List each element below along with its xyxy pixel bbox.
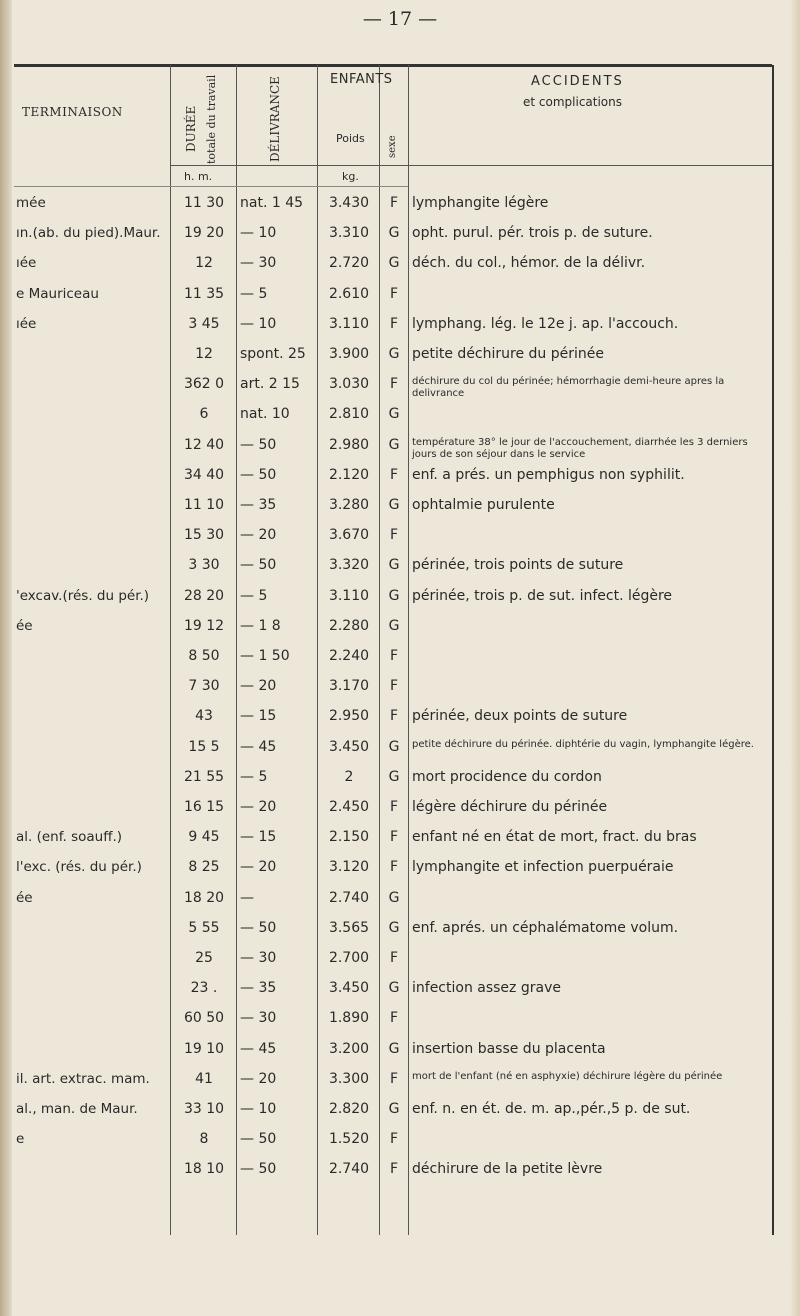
cell-poids: 3.120 xyxy=(328,859,370,876)
cell-duree: 3 30 xyxy=(188,557,220,574)
table-row xyxy=(0,346,800,376)
cell-delivrance: — 1 50 xyxy=(240,648,290,664)
cell-sexe: F xyxy=(389,950,399,966)
header-poids: Poids xyxy=(336,132,365,145)
cell-accidents: périnée, trois points de suture xyxy=(412,557,624,574)
unit-duree: h. m. xyxy=(184,170,213,183)
table-row xyxy=(0,557,800,587)
cell-poids: 2.150 xyxy=(328,829,370,846)
cell-accidents: lymphangite légère xyxy=(412,195,549,211)
cell-poids: 3.900 xyxy=(328,346,370,362)
cell-duree: 7 30 xyxy=(188,678,220,695)
cell-delivrance: — xyxy=(240,889,254,906)
cell-poids: 3.110 xyxy=(328,315,370,332)
cell-sexe: F xyxy=(389,1131,399,1148)
cell-delivrance: — 50 xyxy=(240,1131,277,1148)
cell-poids: 3.200 xyxy=(328,1040,370,1057)
cell-poids: 2.980 xyxy=(328,436,370,453)
header-terminaison: TERMINAISON xyxy=(22,105,123,119)
cell-delivrance: — 30 xyxy=(240,950,277,966)
cell-delivrance: — 1 8 xyxy=(240,617,281,634)
cell-accidents: périnée, deux points de suture xyxy=(412,708,628,725)
cell-sexe: G xyxy=(388,406,400,423)
cell-duree: 362 0 xyxy=(183,376,225,393)
cell-poids: 3.300 xyxy=(328,1070,370,1087)
cell-sexe: F xyxy=(389,315,399,332)
cell-delivrance: — 50 xyxy=(240,466,277,483)
cell-delivrance: art. 2 15 xyxy=(240,376,300,393)
cell-sexe: F xyxy=(389,466,399,483)
cell-duree: 8 50 xyxy=(188,648,220,664)
cell-accidents: légère déchirure du périnée xyxy=(412,799,608,815)
cell-duree: 12 40 xyxy=(183,436,225,453)
cell-accidents: déchirure du col du périnée; hémorrhagie demi-heure apres la delivrance xyxy=(412,376,725,400)
table-row xyxy=(0,678,800,708)
cell-poids: 1.890 xyxy=(328,1010,370,1027)
cell-accidents: ophtalmie purulente xyxy=(412,497,555,513)
cell-poids: 3.670 xyxy=(328,527,370,544)
cell-accidents: opht. purul. pér. trois p. de suture. xyxy=(412,225,653,242)
cell-sexe: G xyxy=(388,980,400,997)
cell-accidents: périnée, trois p. de sut. infect. légère xyxy=(412,587,673,604)
table-row xyxy=(0,376,800,406)
cell-sexe: G xyxy=(388,346,400,362)
cell-poids: 3.450 xyxy=(328,980,370,997)
table-row xyxy=(0,225,800,255)
cell-delivrance: — 20 xyxy=(240,527,277,544)
header-delivrance: DÉLIVRANCE xyxy=(268,76,282,162)
table-row xyxy=(0,255,800,285)
table-row xyxy=(0,618,800,648)
cell-delivrance: nat. 10 xyxy=(240,406,290,423)
table-row xyxy=(0,708,800,738)
cell-poids: 3.320 xyxy=(328,557,370,574)
cell-accidents: température 38° le jour de l'accouchement, diarrhée les 3 derniers jours de son séjour dans le service xyxy=(412,436,748,460)
cell-terminaison: e xyxy=(16,1131,25,1148)
table-row xyxy=(0,588,800,618)
cell-duree: 12 xyxy=(195,255,213,272)
table-row xyxy=(0,1071,800,1101)
cell-sexe: F xyxy=(389,678,399,695)
cell-sexe: F xyxy=(389,829,399,846)
table-row xyxy=(0,829,800,859)
cell-sexe: G xyxy=(388,436,400,453)
cell-sexe: F xyxy=(389,1010,399,1027)
cell-delivrance: — 20 xyxy=(240,1070,277,1087)
table-row xyxy=(0,769,800,799)
cell-poids: 2.740 xyxy=(328,1161,370,1178)
table-row xyxy=(0,739,800,769)
units-rule xyxy=(14,186,408,187)
cell-accidents: petite déchirure du périnée. diphtérie du vagin, lymphangite légère. xyxy=(412,738,754,750)
table-row xyxy=(0,527,800,557)
cell-duree: 25 xyxy=(195,950,213,966)
table-row xyxy=(0,286,800,316)
header-rule xyxy=(170,165,772,166)
cell-delivrance: — 45 xyxy=(240,738,277,755)
cell-sexe: G xyxy=(388,587,400,604)
header-duree: DURÉE xyxy=(184,105,198,152)
cell-poids: 2.610 xyxy=(328,285,370,302)
cell-duree: 9 45 xyxy=(188,829,220,846)
cell-poids: 3.450 xyxy=(328,738,370,755)
cell-terminaison: ıée xyxy=(16,315,37,332)
cell-poids: 2.820 xyxy=(328,1101,370,1117)
cell-accidents: déch. du col., hémor. de la délivr. xyxy=(412,255,646,272)
cell-sexe: F xyxy=(389,1161,399,1178)
cell-sexe: F xyxy=(389,527,399,544)
cell-accidents: lymphang. lég. le 12e j. ap. l'accouch. xyxy=(412,315,679,332)
cell-poids: 2 xyxy=(344,768,354,785)
cell-duree: 23 . xyxy=(190,980,218,997)
cell-poids: 2.810 xyxy=(328,406,370,423)
cell-duree: 34 40 xyxy=(183,466,225,483)
table-row xyxy=(0,195,800,225)
table-row xyxy=(0,950,800,980)
table-row xyxy=(0,437,800,467)
cell-terminaison: al. (enf. soauff.) xyxy=(16,829,123,846)
cell-poids: 2.450 xyxy=(328,799,370,815)
cell-duree: 60 50 xyxy=(183,1010,225,1027)
cell-sexe: F xyxy=(389,376,399,393)
table-row xyxy=(0,467,800,497)
cell-duree: 43 xyxy=(195,708,213,725)
cell-terminaison: al., man. de Maur. xyxy=(16,1101,138,1117)
table-row xyxy=(0,799,800,829)
cell-delivrance: — 5 xyxy=(240,587,268,604)
cell-delivrance: nat. 1 45 xyxy=(240,195,304,211)
cell-duree: 3 45 xyxy=(188,315,220,332)
cell-terminaison: il. art. extrac. mam. xyxy=(16,1070,150,1087)
cell-poids: 3.565 xyxy=(328,919,370,936)
cell-terminaison: ın.(ab. du pied).Maur. xyxy=(16,225,161,242)
cell-accidents: enfant né en état de mort, fract. du bras xyxy=(412,829,697,846)
cell-duree: 11 10 xyxy=(183,497,225,513)
table-top-rule xyxy=(14,64,772,67)
cell-sexe: G xyxy=(388,255,400,272)
cell-duree: 33 10 xyxy=(183,1101,225,1117)
cell-delivrance: — 20 xyxy=(240,859,277,876)
cell-poids: 2.740 xyxy=(328,889,370,906)
cell-delivrance: — 30 xyxy=(240,255,277,272)
cell-duree: 8 xyxy=(199,1131,209,1148)
cell-poids: 3.310 xyxy=(328,225,370,242)
cell-accidents: déchirure de la petite lèvre xyxy=(412,1161,603,1178)
cell-delivrance: spont. 25 xyxy=(240,346,306,362)
cell-delivrance: — 15 xyxy=(240,708,277,725)
cell-sexe: G xyxy=(388,919,400,936)
cell-poids: 3.280 xyxy=(328,497,370,513)
table-row xyxy=(0,316,800,346)
cell-poids: 2.280 xyxy=(328,617,370,634)
cell-accidents: enf. a prés. un pemphigus non syphilit. xyxy=(412,466,685,483)
table-row xyxy=(0,1101,800,1131)
cell-terminaison: l'exc. (rés. du pér.) xyxy=(16,859,142,876)
cell-duree: 8 25 xyxy=(188,859,220,876)
cell-duree: 19 20 xyxy=(183,225,225,242)
page-number: — 17 — xyxy=(362,8,438,30)
cell-accidents: infection assez grave xyxy=(412,980,561,997)
cell-poids: 3.110 xyxy=(328,587,370,604)
cell-terminaison: ée xyxy=(16,617,33,634)
cell-sexe: G xyxy=(388,889,400,906)
table-row xyxy=(0,497,800,527)
cell-delivrance: — 50 xyxy=(240,1161,277,1178)
cell-poids: 2.700 xyxy=(328,950,370,966)
cell-delivrance: — 10 xyxy=(240,315,277,332)
cell-delivrance: — 5 xyxy=(240,768,268,785)
cell-delivrance: — 10 xyxy=(240,1101,277,1117)
cell-poids: 2.720 xyxy=(328,255,370,272)
cell-sexe: G xyxy=(388,225,400,242)
header-accidents: ACCIDENTS xyxy=(531,74,624,89)
table-row xyxy=(0,859,800,889)
cell-delivrance: — 5 xyxy=(240,285,268,302)
header-sexe: sexe xyxy=(387,135,398,158)
cell-sexe: F xyxy=(389,648,399,664)
table-row xyxy=(0,1161,800,1191)
cell-accidents: mort de l'enfant (né en asphyxie) déchirure légère du périnée xyxy=(412,1070,723,1082)
cell-duree: 11 30 xyxy=(183,195,225,211)
cell-duree: 18 20 xyxy=(183,889,225,906)
cell-sexe: F xyxy=(389,285,399,302)
cell-delivrance: — 35 xyxy=(240,497,277,513)
cell-duree: 12 xyxy=(195,346,213,362)
table-row xyxy=(0,980,800,1010)
cell-delivrance: — 10 xyxy=(240,225,277,242)
cell-sexe: G xyxy=(388,768,400,785)
cell-duree: 6 xyxy=(199,406,209,423)
cell-sexe: F xyxy=(389,1070,399,1087)
cell-accidents: insertion basse du placenta xyxy=(412,1040,606,1057)
cell-delivrance: — 20 xyxy=(240,678,277,695)
cell-poids: 2.120 xyxy=(328,466,370,483)
cell-terminaison: ée xyxy=(16,889,33,906)
cell-sexe: F xyxy=(389,799,399,815)
cell-duree: 15 30 xyxy=(183,527,225,544)
cell-sexe: G xyxy=(388,738,400,755)
cell-delivrance: — 35 xyxy=(240,980,277,997)
cell-accidents: enf. aprés. un céphalématome volum. xyxy=(412,919,679,936)
cell-duree: 19 12 xyxy=(183,617,225,634)
cell-delivrance: — 20 xyxy=(240,799,277,815)
cell-duree: 11 35 xyxy=(183,285,225,302)
cell-accidents: mort procidence du cordon xyxy=(412,768,602,785)
cell-sexe: G xyxy=(388,617,400,634)
cell-duree: 15 5 xyxy=(188,738,220,755)
cell-terminaison: e Mauriceau xyxy=(16,285,99,302)
cell-sexe: F xyxy=(389,859,399,876)
table-row xyxy=(0,1131,800,1161)
table-row xyxy=(0,648,800,678)
cell-terminaison: ıée xyxy=(16,255,37,272)
table-row xyxy=(0,1041,800,1071)
cell-poids: 2.950 xyxy=(328,708,370,725)
header-duree-sub: totale du travail xyxy=(205,74,218,164)
cell-sexe: G xyxy=(388,497,400,513)
cell-duree: 28 20 xyxy=(183,587,225,604)
cell-duree: 18 10 xyxy=(183,1161,225,1178)
cell-poids: 3.030 xyxy=(328,376,370,393)
cell-delivrance: — 50 xyxy=(240,919,277,936)
cell-delivrance: — 45 xyxy=(240,1040,277,1057)
cell-poids: 3.170 xyxy=(328,678,370,695)
cell-duree: 19 10 xyxy=(183,1040,225,1057)
cell-accidents: petite déchirure du périnée xyxy=(412,346,604,362)
table-row xyxy=(0,406,800,436)
cell-duree: 41 xyxy=(195,1070,213,1087)
cell-delivrance: — 50 xyxy=(240,557,277,574)
cell-accidents: enf. n. en ét. de. m. ap.,pér.,5 p. de sut. xyxy=(412,1101,691,1117)
cell-poids: 3.430 xyxy=(328,195,370,211)
header-enfants: ENFANTS xyxy=(330,72,393,87)
cell-terminaison: 'excav.(rés. du pér.) xyxy=(16,587,150,604)
cell-duree: 5 55 xyxy=(188,919,220,936)
cell-poids: 1.520 xyxy=(328,1131,370,1148)
cell-delivrance: — 15 xyxy=(240,829,277,846)
cell-duree: 16 15 xyxy=(183,799,225,815)
cell-delivrance: — 50 xyxy=(240,436,277,453)
cell-sexe: G xyxy=(388,1040,400,1057)
table-row xyxy=(0,890,800,920)
cell-sexe: G xyxy=(388,1101,400,1117)
cell-delivrance: — 30 xyxy=(240,1010,277,1027)
table-row xyxy=(0,920,800,950)
cell-sexe: G xyxy=(388,557,400,574)
cell-sexe: F xyxy=(389,708,399,725)
cell-sexe: F xyxy=(389,195,399,211)
header-accidents-sub: et complications xyxy=(523,95,623,109)
table-row xyxy=(0,1010,800,1040)
cell-poids: 2.240 xyxy=(328,648,370,664)
unit-poids: kg. xyxy=(342,170,359,183)
cell-duree: 21 55 xyxy=(183,768,225,785)
cell-accidents: lymphangite et infection puerpuéraie xyxy=(412,859,674,876)
cell-terminaison: mée xyxy=(16,195,46,211)
